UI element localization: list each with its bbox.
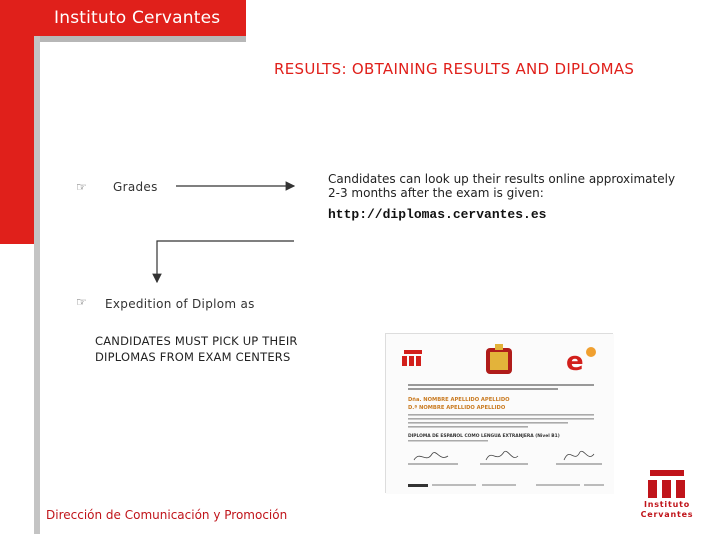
diploma-name-1: Dña. NOMBRE APELLIDO APELLIDO [408, 397, 510, 403]
bullet-expedition: Expedition of Diplom as [105, 297, 255, 311]
diploma-level-line: DIPLOMA DE ESPAÑOL COMO LENGUA EXTRANJERA (Nivel B1) [408, 434, 560, 439]
results-url-link[interactable]: http://diplomas.cervantes.es [328, 207, 547, 222]
logo-text-instituto: Instituto [643, 500, 691, 509]
diploma-ic-logo [402, 350, 422, 366]
footer-department: Dirección de Comunicación y Promoción [46, 508, 288, 522]
logo-text-cervantes: Cervantes [640, 510, 694, 519]
results-description: Candidates can look up their results online approximately 2-3 months after the exam is given: [328, 172, 676, 200]
brand-title: Instituto Cervantes [54, 8, 221, 28]
instituto-cervantes-logo [636, 468, 698, 528]
diploma-sample-image [385, 333, 613, 493]
pickup-notice: CANDIDATES MUST PICK UP THEIR DIPLOMAS FROM EXAM CENTERS [95, 334, 298, 364]
pointing-hand-icon: ☞ [76, 295, 87, 309]
arrow-url-to-expedition [157, 241, 294, 282]
slide-title: RESULTS: OBTAINING RESULTS AND DIPLOMAS [274, 60, 635, 78]
diploma-e-logo: e [566, 347, 584, 377]
spain-coat-of-arms-icon [486, 344, 512, 374]
bullet-grades: Grades [113, 180, 158, 194]
diploma-name-2: D.ª NOMBRE APELLIDO APELLIDO [408, 405, 506, 411]
pointing-hand-icon: ☞ [76, 180, 87, 194]
